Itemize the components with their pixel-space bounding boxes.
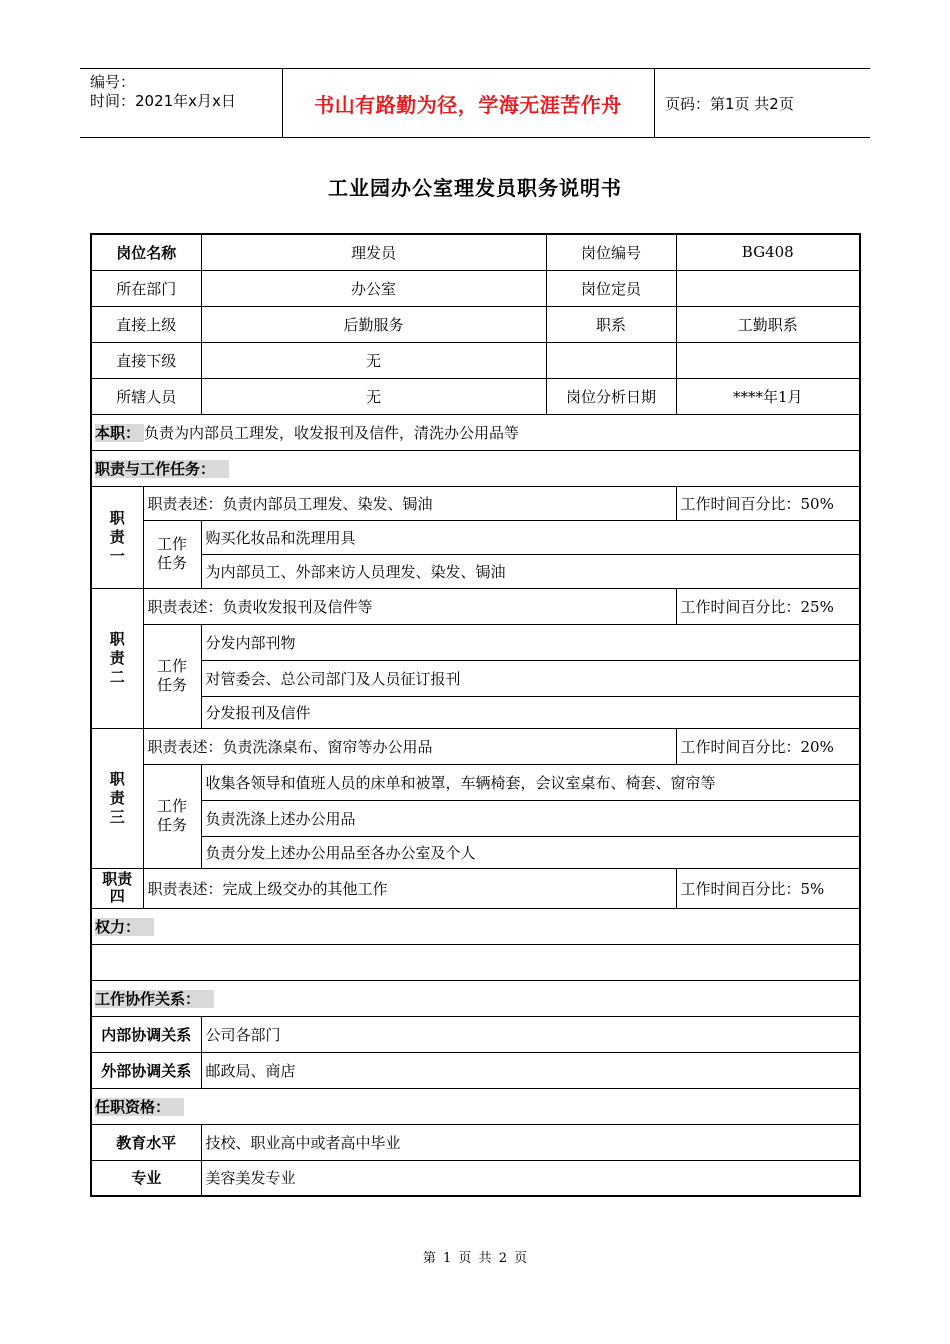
field-label: 岗位定员 (546, 270, 676, 306)
duty-description: 职责表述：负责收发报刊及信件等 (143, 588, 676, 624)
field-label: 直接上级 (91, 306, 201, 342)
education-label: 教育水平 (91, 1124, 201, 1160)
field-value: 无 (201, 378, 546, 414)
basic-row (91, 306, 860, 342)
field-label: 岗位分析日期 (546, 378, 676, 414)
duty-description: 职责表述：完成上级交办的其他工作 (143, 868, 676, 908)
duty-task-row (91, 764, 860, 800)
duty-description: 职责表述：负责洗涤桌布、窗帘等办公用品 (143, 728, 676, 764)
task-item: 收集各领导和值班人员的床单和被罩，车辆椅套，会议室桌布、椅套、窗帘等 (201, 764, 860, 800)
section-cell (91, 980, 860, 1016)
document-number-label: 编号： (90, 73, 136, 91)
education-row (91, 1124, 860, 1160)
work-task-label-text: 工作任务 (156, 797, 187, 834)
duty-name-text: 职责三 (109, 769, 125, 826)
field-value: 理发员 (201, 234, 546, 270)
field-value: BG408 (676, 234, 860, 270)
duty-task-row (91, 660, 860, 696)
duty-name-text: 职责二 (109, 629, 125, 686)
work-task-label (143, 764, 201, 868)
field-value (676, 342, 860, 378)
header-motto-cell (282, 69, 655, 137)
major-value: 美容美发专业 (201, 1160, 860, 1196)
field-value: ****年1月 (676, 378, 860, 414)
field-value: 后勤服务 (201, 306, 546, 342)
internal-coordination-value: 公司各部门 (201, 1016, 860, 1052)
field-value: 工勤职系 (676, 306, 860, 342)
duty-name (91, 588, 143, 728)
duty-task-row (91, 836, 860, 868)
task-item: 分发内部刊物 (201, 624, 860, 660)
section-row (91, 908, 860, 944)
duty-task-row (91, 520, 860, 554)
section-row (91, 980, 860, 1016)
field-value: 无 (201, 342, 546, 378)
duty-time-percent: 工作时间百分比：20% (676, 728, 860, 764)
authority-section-label: 权力： (95, 918, 154, 936)
internal-coordination-row (91, 1016, 860, 1052)
basic-row (91, 378, 860, 414)
document-title: 工业园办公室理发员职务说明书 (328, 176, 622, 200)
duty-name (91, 868, 143, 908)
duty-time-percent: 工作时间百分比：25% (676, 588, 860, 624)
duty-name (91, 728, 143, 868)
task-item: 负责分发上述办公用品至各办公室及个人 (201, 836, 860, 868)
duty-task-row (91, 800, 860, 836)
duty-time-percent: 工作时间百分比：50% (676, 486, 860, 520)
duty-name (91, 486, 143, 588)
duty-desc-row (91, 486, 860, 520)
duty-task-row (91, 554, 860, 588)
task-item: 为内部员工、外部来访人员理发、染发、锔油 (201, 554, 860, 588)
field-value (676, 270, 860, 306)
duty-description: 职责表述：负责内部员工理发、染发、锔油 (143, 486, 676, 520)
basic-row (91, 234, 860, 270)
section-cell (91, 1088, 860, 1124)
task-item: 分发报刊及信件 (201, 696, 860, 728)
work-task-label (143, 520, 201, 588)
task-item: 对管委会、总公司部门及人员征订报刊 (201, 660, 860, 696)
page-footer: 第 1 页 共 2 页 (422, 1251, 528, 1266)
external-coordination-value: 邮政局、商店 (201, 1052, 860, 1088)
work-task-label-text: 工作任务 (156, 535, 187, 572)
summary-row (91, 414, 860, 450)
summary-text: 负责为内部员工理发，收发报刊及信件，清洗办公用品等 (144, 423, 520, 442)
internal-coordination-label: 内部协调关系 (91, 1016, 201, 1052)
field-label: 岗位编号 (546, 234, 676, 270)
field-label (546, 342, 676, 378)
work-task-label (143, 624, 201, 728)
duties-section-label: 职责与工作任务： (95, 460, 229, 478)
external-coordination-label: 外部协调关系 (91, 1052, 201, 1088)
duty-task-row (91, 624, 860, 660)
section-cell (91, 908, 860, 944)
summary-cell (91, 414, 860, 450)
job-description-table (90, 233, 861, 1197)
cooperation-section-label: 工作协作关系： (95, 990, 214, 1008)
basic-row (91, 342, 860, 378)
field-value: 办公室 (201, 270, 546, 306)
section-cell (91, 450, 860, 486)
qualification-section-label: 任职资格： (95, 1098, 184, 1116)
header-page-info: 页码：第1页 共2页 (665, 94, 794, 113)
education-value: 技校、职业高中或者高中毕业 (201, 1124, 860, 1160)
basic-row (91, 270, 860, 306)
field-label: 所辖人员 (91, 378, 201, 414)
field-label: 直接下级 (91, 342, 201, 378)
duty-name-text: 职责四 (102, 870, 133, 905)
field-label: 岗位名称 (91, 234, 201, 270)
duty-desc-row (91, 868, 860, 908)
duty-name-text: 职责一 (109, 508, 125, 565)
duty-time-percent: 工作时间百分比：5% (676, 868, 860, 908)
task-item: 购买化妆品和洗理用具 (201, 520, 860, 554)
work-task-label-text: 工作任务 (156, 657, 187, 694)
field-label: 所在部门 (91, 270, 201, 306)
major-row (91, 1160, 860, 1196)
major-label: 专业 (91, 1160, 201, 1196)
external-coordination-row (91, 1052, 860, 1088)
page-header (80, 68, 870, 138)
section-row (91, 450, 860, 486)
motto-text: 书山有路勤为径，学海无涯苦作舟 (314, 92, 622, 117)
section-row (91, 1088, 860, 1124)
duty-desc-row (91, 728, 860, 764)
authority-content (91, 944, 860, 980)
field-label: 职系 (546, 306, 676, 342)
duty-task-row (91, 696, 860, 728)
task-item: 负责洗涤上述办公用品 (201, 800, 860, 836)
authority-row (91, 944, 860, 980)
summary-label: 本职： (95, 424, 144, 442)
document-date: 时间：2021年x月x日 (90, 92, 236, 110)
duty-desc-row (91, 588, 860, 624)
header-meta (80, 69, 283, 137)
